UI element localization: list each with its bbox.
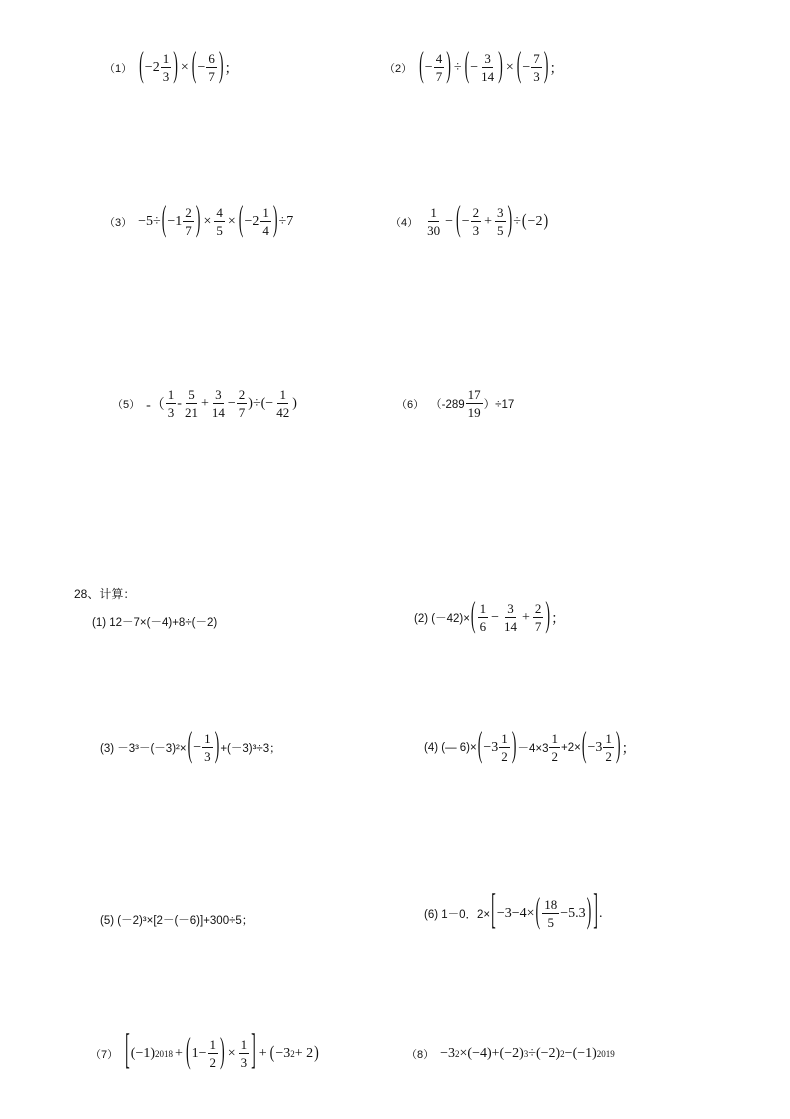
problem-number: （5） <box>112 398 141 411</box>
problem-5: （5） -（ $\frac{1}{3}$ - $\frac{5}{21}$ + $\frac{3}{14}$ − $\frac{2}{7}$ )÷(− $\frac{1}{42}$ ) <box>112 387 297 420</box>
problem-28-4: (4) (— 6)× ( −3 $\frac{1}{2}$ ) －4×3 $\frac{1}{2}$ +2× ( −3 $\frac{1}{2}$ ) ； <box>424 726 636 766</box>
section-heading: 28、计算： <box>74 587 136 601</box>
problem-number: （8） <box>406 1049 435 1061</box>
problem-number: （7） <box>90 1048 119 1061</box>
problem-28-8: （8） −3 2 ×(−4)+(−2) 3 ÷(−2) 2 −(−1) 2019 <box>406 1046 615 1061</box>
problem-1: （1） ( −2 $\frac{1}{3}$ ) × ( − $\frac{6}{7}$ ) ； <box>104 46 239 86</box>
problem-28-2: (2) (－42)× ( $\frac{1}{6}$ − $\frac{3}{14}$ + $\frac{2}{7}$ ) ； <box>414 596 566 636</box>
problem-number: （2） <box>384 62 413 75</box>
problem-28-3: (3) －3³－(－3)²× ( − $\frac{1}{3}$ ) +(－3)³÷3； <box>100 726 281 766</box>
problem-4: （4） $\frac{1}{30}$ − ( − $\frac{2}{3}$ + $\frac{3}{5}$ ) ÷ ( −2 ) <box>390 200 549 240</box>
problem-6: （6） （-289 $\frac{17}{19}$ ）÷17 <box>396 387 515 420</box>
problem-28-7: （7） [ (−1) 2018 + ( 1− $\frac{1}{2}$ ) × $\frac{1}{3}$ ] + ( −3 2 + 2 ) <box>90 1029 319 1075</box>
problem-28-5: (5) (－2)³×[2－(－6)]+300÷5； <box>100 915 254 927</box>
problem-2: （2） ( − $\frac{4}{7}$ ) ÷ ( − $\frac{3}{14}$ ) × ( − $\frac{7}{3}$ ) ； <box>384 46 564 86</box>
problem-number: （3） <box>104 216 133 229</box>
problem-3: （3） −5÷ ( −1 $\frac{2}{7}$ ) × $\frac{4}{5}$ × ( −2 $\frac{1}{4}$ ) ÷7 <box>104 200 294 240</box>
problem-number: （6） <box>396 398 425 411</box>
problem-number: （1） <box>104 62 133 75</box>
problem-28-6: (6) 1－0．2× [ −3−4× ( $\frac{18}{5}$ −5.3 ) ] . <box>424 889 603 935</box>
problem-number: （4） <box>390 216 419 229</box>
problem-28-1: (1) 12－7×(－4)+8÷(－2) <box>92 617 218 629</box>
